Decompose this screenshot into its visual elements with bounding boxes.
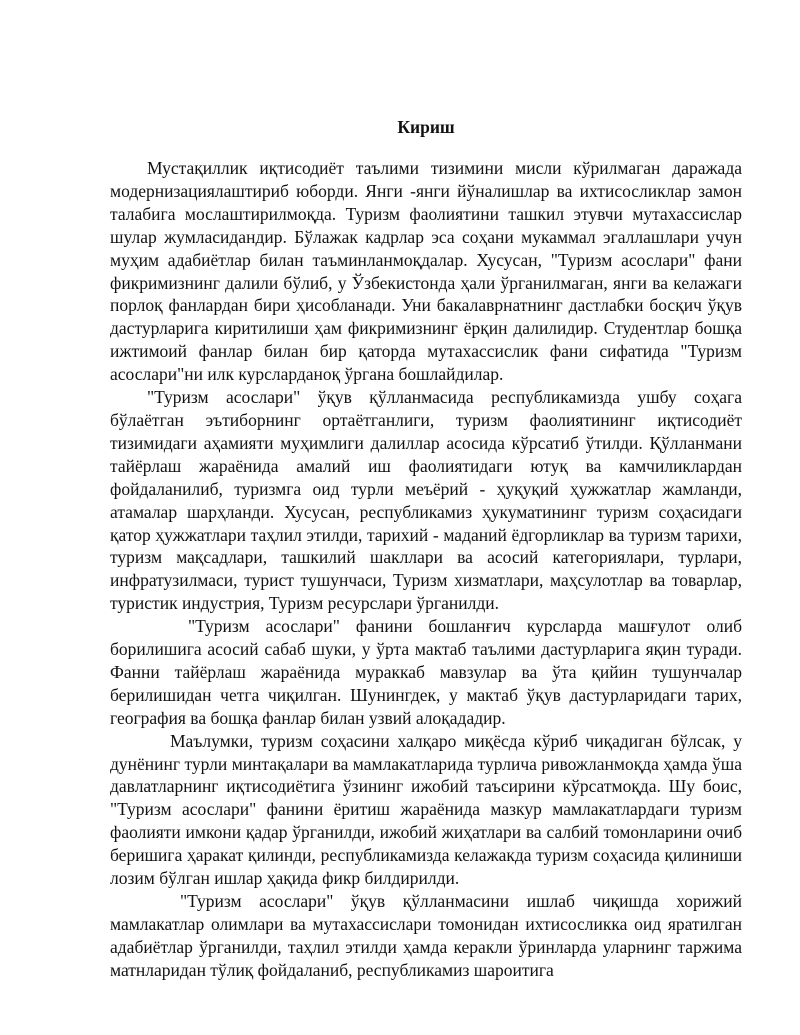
document-body xyxy=(110,157,742,982)
paragraph: "Туризм асослари" фанини бошланғич курсларда машғулот олиб борилишига асосий сабаб шуки, у ўрта мактаб таълими дастурларига яқин туради. Фанни тайёрлаш жараёнида мураккаб мавзулар ва ўта қийин тушунчалар берилишидан четга чиқилган. Шунингдек, у мактаб ўқув дастурларидаги тарих, география ва бошқа фанлар билан узвий алоқададир. xyxy=(110,616,742,728)
paragraph: Мустақиллик иқтисодиёт таълими тизимини мисли кўрилмаган даражада модернизацияла​штириб юборди. Янги -янги йўналишлар ва ихтисосликлар замон талабига мослаштирилмоқда. Туризм фаолиятини ташкил этувчи мутахассислар шулар жумласидандир. Бўлажак кадрлар эса соҳани мукаммал эгаллашлари учун муҳим адабиётлар билан таъминланмоқдалар. Хусусан, "Туризм асослари" фани фикримизнинг далили бўлиб, у Ўзбекистонда ҳали ўрганилмаган, янги ва келажаги порлоқ фанлардан бири ҳисобланади. Уни бакалаврнатнинг дастлабки босқич ўқув дастурларига киритилиши ҳам фикримизнинг ёрқин далилидир. Студентлар бошқа ижтимоий фанлар билан бир қаторда мутахассислик фани сифатида "Туризм асослари"ни илк курсларданоқ ўргана бошлайдилар. xyxy=(110,158,742,385)
paragraph: "Туризм асослари" ўқув қўлланмасида республикамизда ушбу соҳага бўлаётган эътиборнинг ортаётганлиги, туризм фаолиятининг иқтисодиёт тизимидаги аҳамияти муҳимлиги далиллар асосида кўрсатиб ўтилди. Қўлланмани тайёрлаш жараёнида амалий иш фаолиятидаги ютуқ ва камчиликлардан фойдаланилиб, туризмга оид турли меъёрий - ҳуқуқий ҳужжатлар жамланди, атамалар шарҳланди. Хусусан, республикамиз ҳукуматининг туризм соҳасидаги қатор ҳужжатлари таҳлил этилди, тарихий - маданий ёдгорликлар ва туризм тарихи, туризм мақсадлари, ташкилий шакллари ва асосий категориялари, турлари, инфратузилмаси, турист тушунчаси, Туризм хизматлари, маҳсулотлар ва товарлар, туристик индустрия, Туризм ресурслари ўрганилди. xyxy=(110,387,742,614)
paragraph: Маълумки, туризм соҳасини халқаро миқёсда кўриб чиқадиган бўлсак, у дунёнинг турли минтақалари ва мамлакатларида турлича ривожланмоқда ҳамда ўша давлатларнинг иқтисодиётига ўзининг ижобий таъсирини кўрсатмоқда. Шу боис, "Туризм асослари" фанини ёритиш жараёнида мазкур мамлакатлардаги туризм фаолияти имкони қадар ўрганилди, ижобий жиҳатлари ва салбий томонларини очиб беришига ҳаракат қилинди, республикамизда келажакда туризм соҳасида қилиниши лозим бўлган ишлар ҳақида фикр билдирилди. xyxy=(110,730,742,889)
paragraph: "Туризм асослари" ўқув қўлланмасини ишлаб чиқишда хорижий мамлакатлар олимлари ва мутахассислари томонидан ихтисосликка оид яратилган адабиётлар ўрганилди, таҳлил этилди ҳамда керакли ўринларда уларнинг таржима матнларидан тўлиқ фойдаланиб, республикамиз шароитига xyxy=(110,891,742,980)
page-title: Кириш xyxy=(397,117,455,137)
